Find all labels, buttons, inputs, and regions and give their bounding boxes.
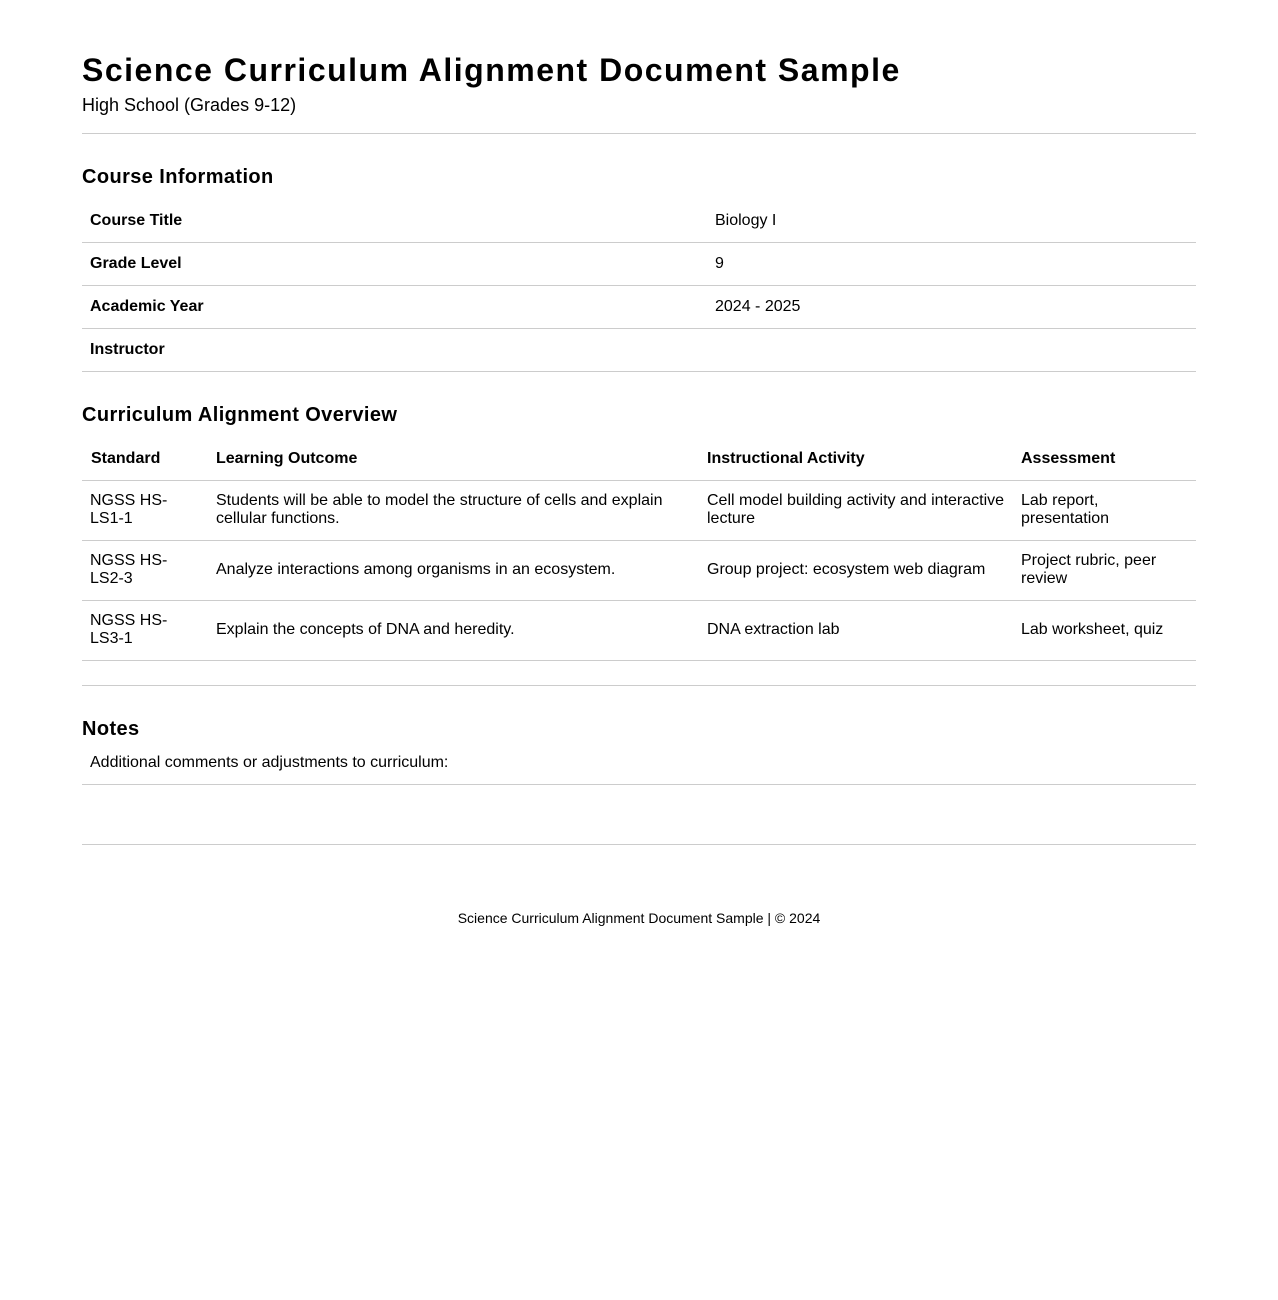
document-page: [82, 0, 1196, 927]
notes-prompt: Additional comments or adjustments to curriculum:: [82, 750, 1196, 785]
info-label: Academic Year: [82, 286, 707, 329]
column-header-instructional-activity: Instructional Activity: [699, 438, 1013, 481]
info-row-grade-level: [82, 243, 1196, 286]
cell-learning-outcome: Explain the concepts of DNA and heredity.: [208, 601, 699, 661]
curriculum-alignment-table: [82, 438, 1196, 661]
section-divider: [82, 685, 1196, 686]
column-header-assessment: Assessment: [1013, 438, 1196, 481]
info-label: Course Title: [82, 200, 707, 243]
info-row-course-title: [82, 200, 1196, 243]
info-label: Instructor: [82, 329, 707, 372]
course-information-table: [82, 200, 1196, 372]
document-subtitle: High School (Grades 9-12): [82, 95, 297, 115]
column-header-standard: Standard: [82, 438, 208, 481]
document-title: Science Curriculum Alignment Document Sample: [82, 52, 901, 88]
notes-heading: Notes: [82, 718, 140, 740]
table-header-row: [82, 438, 1196, 481]
info-value: Biology I: [707, 200, 1196, 243]
notes-blank-area: [82, 785, 1196, 845]
page-footer: Science Curriculum Alignment Document Sample | © 2024: [457, 910, 821, 926]
table-row: [82, 601, 1196, 661]
cell-instructional-activity: DNA extraction lab: [699, 601, 1013, 661]
info-row-academic-year: [82, 286, 1196, 329]
cell-learning-outcome: Students will be able to model the structure of cells and explain cellular functions.: [208, 481, 699, 541]
info-row-instructor: [82, 329, 1196, 372]
info-value: 9: [707, 243, 1196, 286]
header-divider: [82, 133, 1196, 134]
course-information-heading: Course Information: [82, 166, 274, 188]
cell-standard: NGSS HS-LS2-3: [82, 541, 208, 601]
info-value: [707, 329, 1196, 372]
table-row: [82, 481, 1196, 541]
column-header-learning-outcome: Learning Outcome: [208, 438, 699, 481]
table-row: [82, 541, 1196, 601]
cell-instructional-activity: Group project: ecosystem web diagram: [699, 541, 1013, 601]
cell-assessment: Lab report, presentation: [1013, 481, 1196, 541]
cell-assessment: Lab worksheet, quiz: [1013, 601, 1196, 661]
info-label: Grade Level: [82, 243, 707, 286]
cell-standard: NGSS HS-LS3-1: [82, 601, 208, 661]
cell-assessment: Project rubric, peer review: [1013, 541, 1196, 601]
info-value: 2024 - 2025: [707, 286, 1196, 329]
curriculum-alignment-heading: Curriculum Alignment Overview: [82, 404, 398, 426]
cell-instructional-activity: Cell model building activity and interactive lecture: [699, 481, 1013, 541]
cell-learning-outcome: Analyze interactions among organisms in an ecosystem.: [208, 541, 699, 601]
cell-standard: NGSS HS-LS1-1: [82, 481, 208, 541]
